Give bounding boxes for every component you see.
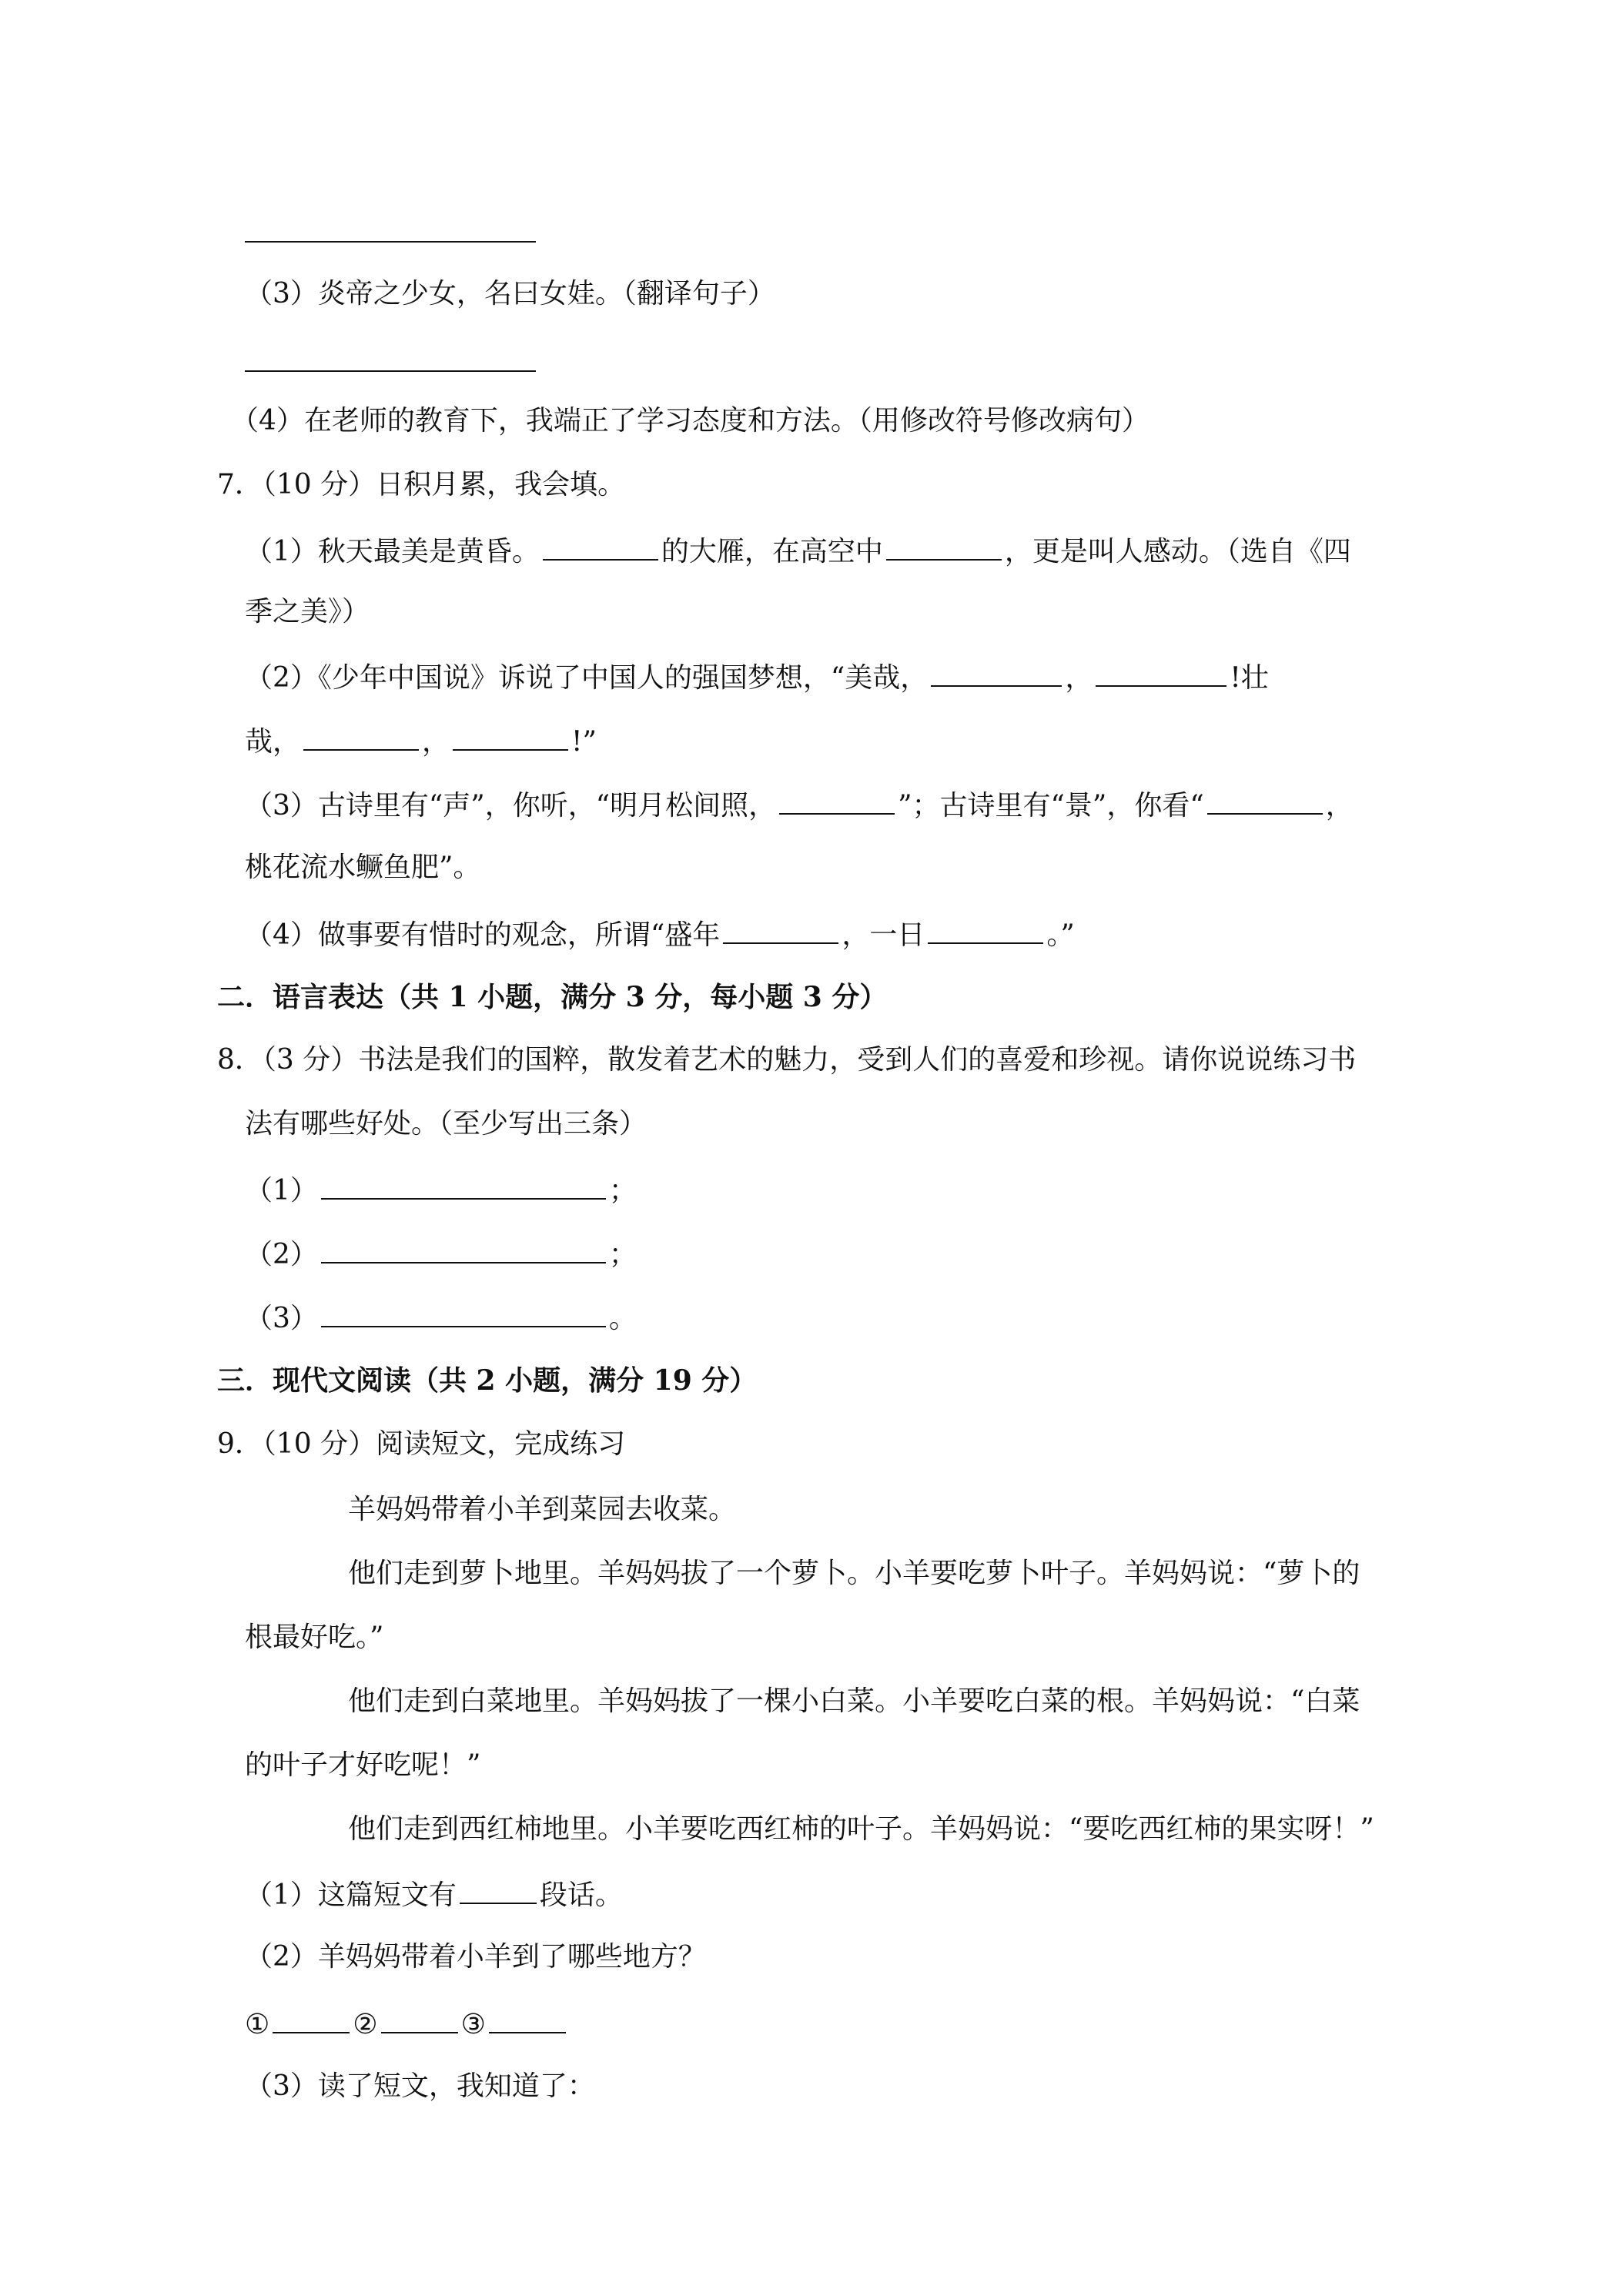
question-7-3-cont: 桃花流水鳜鱼肥”。 [245,852,481,883]
question-7-3: （3）古诗里有“声”，你听，“明月松间照， ”；古诗里有“景”，你看“ ， [245,787,1354,823]
passage-paragraph-3: 他们走到白菜地里。羊妈妈拔了一棵小白菜。小羊要吃白菜的根。羊妈妈说：“白菜 [348,1685,1360,1717]
passage-paragraph-4: 他们走到西红柿地里。小羊要吃西红柿的叶子。羊妈妈说：“要吃西红柿的果实呀！” [348,1813,1374,1845]
section-2-heading: 二．语言表达（共 1 小题，满分 3 分，每小题 3 分） [217,981,888,1013]
question-6-4: （4）在老师的教育下，我端正了学习态度和方法。（用修改符号修改病句） [231,405,1149,437]
fill-blank[interactable] [779,787,895,815]
question-7-4: （4）做事要有惜时的观念，所谓“盛年 ，一日 。” [245,916,1075,952]
question-7-1: （1）秋天最美是黄昏。 的大雁，在高空中 ，更是叫人感动。（选自《四 [245,533,1351,569]
question-7-2-cont: 哉， ， !” [245,723,597,759]
fill-blank[interactable] [273,2006,350,2033]
question-8: 8．（3 分）书法是我们的国粹，散发着艺术的魅力，受到人们的喜爱和珍视。请你说说练习书 [217,1044,1357,1076]
question-7-1-cont: 季之美》） [245,596,370,628]
answer-item-3: （3） 。 [245,1300,637,1336]
answer-item-1: （1） ； [245,1172,637,1208]
question-9-3: （3）读了短文，我知道了： [245,2070,595,2102]
fill-blank[interactable] [381,2006,458,2033]
fill-blank[interactable] [321,1300,606,1327]
question-9-2: （2）羊妈妈带着小羊到了哪些地方？ [245,1941,706,1973]
fill-blank[interactable] [460,1876,537,1904]
answer-item-2: （2） ； [245,1236,637,1272]
passage-paragraph-2-cont: 根最好吃。” [245,1622,384,1653]
fill-blank[interactable] [886,533,1002,561]
answer-line [245,370,536,372]
fill-blank[interactable] [931,659,1062,687]
passage-paragraph-2: 他们走到萝卜地里。羊妈妈拔了一个萝卜。小羊要吃萝卜叶子。羊妈妈说：“萝卜的 [348,1558,1360,1589]
section-3-heading: 三．现代文阅读（共 2 小题，满分 19 分） [217,1364,758,1397]
fill-blank[interactable] [303,723,419,751]
fill-blank[interactable] [543,533,658,561]
question-6-3: （3）炎帝之少女，名曰女娃。（翻译句子） [245,278,775,310]
fill-blank[interactable] [1207,787,1323,815]
fill-blank[interactable] [1096,659,1226,687]
fill-blank[interactable] [723,916,838,944]
passage-paragraph-1: 羊妈妈带着小羊到菜园去收菜。 [348,1494,737,1525]
fill-blank[interactable] [489,2006,566,2033]
question-7: 7．（10 分）日积月累，我会填。 [217,469,626,500]
passage-paragraph-3-cont: 的叶子才好吃呢！” [245,1749,481,1781]
fill-blank[interactable] [321,1172,606,1200]
fill-blank[interactable] [453,723,568,751]
fill-blank[interactable] [928,916,1043,944]
question-8-cont: 法有哪些好处。（至少写出三条） [245,1108,648,1140]
answer-line [245,241,536,243]
question-9: 9．（10 分）阅读短文，完成练习 [217,1428,626,1460]
question-9-2-blanks: ① ② ③ [245,2006,569,2042]
question-7-2: （2）《少年中国说》诉说了中国人的强国梦想，“美哉， ， !壮 [245,659,1269,695]
question-9-1: （1）这篇短文有 段话。 [245,1876,623,1913]
fill-blank[interactable] [321,1236,606,1263]
